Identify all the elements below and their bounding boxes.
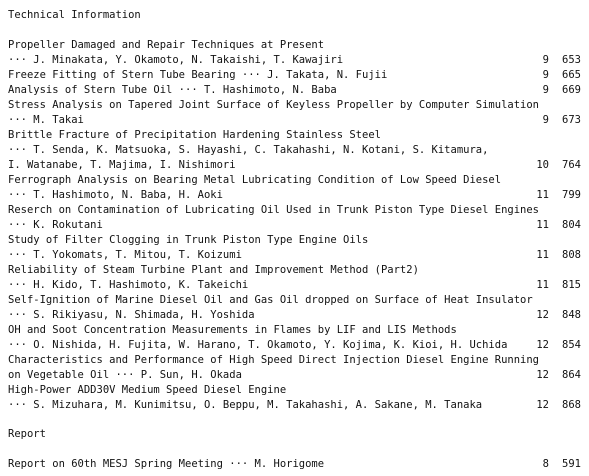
entry-title: Brittle Fracture of Precipitation Hardening Stainless Steel xyxy=(8,129,381,141)
entry-page: 815 xyxy=(562,279,581,291)
entry-page: 653 xyxy=(562,54,581,66)
entry-volume: 9 xyxy=(542,54,549,66)
entry-title: Characteristics and Performance of High Speed Direct Injection Diesel Engine Running xyxy=(8,354,540,366)
section-heading: Technical Information xyxy=(8,9,141,21)
entry-volume: 11 xyxy=(536,189,549,201)
entry-page: 591 xyxy=(562,458,581,470)
entry-page: 669 xyxy=(562,84,581,96)
entry-authors: ··· J. Minakata, Y. Okamoto, N. Takaishi, T. Kawajiri xyxy=(8,54,344,66)
entry-volume: 9 xyxy=(542,69,549,81)
entry-volume: 11 xyxy=(536,249,549,261)
entry-authors: ··· O. Nishida, H. Fujita, W. Harano, T. Okamoto, Y. Kojima, K. Kioi, H. Uchida xyxy=(8,339,508,351)
entry-volume: 11 xyxy=(536,279,549,291)
entry-page: 868 xyxy=(562,399,581,411)
section-heading: Report xyxy=(8,428,46,440)
entry-volume: 12 xyxy=(536,339,549,351)
entry-page: 665 xyxy=(562,69,581,81)
entry-title: Self-Ignition of Marine Diesel Oil and Gas Oil dropped on Surface of Heat Insulator xyxy=(8,294,533,306)
entry-page: 854 xyxy=(562,339,581,351)
entry-title: Reliability of Steam Turbine Plant and Improvement Method (Part2) xyxy=(8,264,419,276)
entry-title: Propeller Damaged and Repair Techniques at Present xyxy=(8,39,325,51)
entry-authors: ··· M. Takai xyxy=(8,114,84,126)
entry-volume: 12 xyxy=(536,309,549,321)
entry-authors: ··· T. Hashimoto, N. Baba, H. Aoki xyxy=(8,189,223,201)
entry-volume: 10 xyxy=(536,159,549,171)
entry-volume: 11 xyxy=(536,219,549,231)
entry-authors: Freeze Fitting of Stern Tube Bearing ··· J. Takata, N. Fujii xyxy=(8,69,388,81)
entry-volume: 12 xyxy=(536,399,549,411)
entry-volume: 12 xyxy=(536,369,549,381)
entry-authors: ··· T. Senda, K. Matsuoka, S. Hayashi, C. Takahashi, N. Kotani, S. Kitamura, xyxy=(8,144,489,156)
entry-authors: ··· H. Kido, T. Hashimoto, K. Takeichi xyxy=(8,279,249,291)
entry-page: 799 xyxy=(562,189,581,201)
entry-authors: I. Watanabe, T. Majima, I. Nishimori xyxy=(8,159,236,171)
entry-page: 804 xyxy=(562,219,581,231)
entry-title: High-Power ADD30V Medium Speed Diesel Engine xyxy=(8,384,287,396)
entry-title: Study of Filter Clogging in Trunk Piston Type Engine Oils xyxy=(8,234,369,246)
entry-authors: Report on 60th MESJ Spring Meeting ··· M. Horigome xyxy=(8,458,325,470)
entry-volume: 9 xyxy=(542,114,549,126)
entry-authors: on Vegetable Oil ··· P. Sun, H. Okada xyxy=(8,369,242,381)
entry-volume: 8 xyxy=(542,458,549,470)
entry-page: 673 xyxy=(562,114,581,126)
entry-authors: ··· S. Rikiyasu, N. Shimada, H. Yoshida xyxy=(8,309,255,321)
entry-volume: 9 xyxy=(542,84,549,96)
entry-page: 848 xyxy=(562,309,581,321)
entry-authors: Analysis of Stern Tube Oil ··· T. Hashimoto, N. Baba xyxy=(8,84,337,96)
entry-authors: ··· K. Rokutani xyxy=(8,219,103,231)
entry-title: Ferrograph Analysis on Bearing Metal Lubricating Condition of Low Speed Diesel xyxy=(8,174,502,186)
entry-page: 764 xyxy=(562,159,581,171)
entry-authors: ··· S. Mizuhara, M. Kunimitsu, O. Beppu, M. Takahashi, A. Sakane, M. Tanaka xyxy=(8,399,483,411)
entry-title: OH and Soot Concentration Measurements in Flames by LIF and LIS Methods xyxy=(8,324,457,336)
entry-authors: ··· T. Yokomats, T. Mitou, T. Koizumi xyxy=(8,249,242,261)
entry-title: Stress Analysis on Tapered Joint Surface of Keyless Propeller by Computer Simulation xyxy=(8,99,540,111)
entry-title: Reserch on Contamination of Lubricating Oil Used in Trunk Piston Type Diesel Engines xyxy=(8,204,540,216)
entry-page: 808 xyxy=(562,249,581,261)
entry-page: 864 xyxy=(562,369,581,381)
